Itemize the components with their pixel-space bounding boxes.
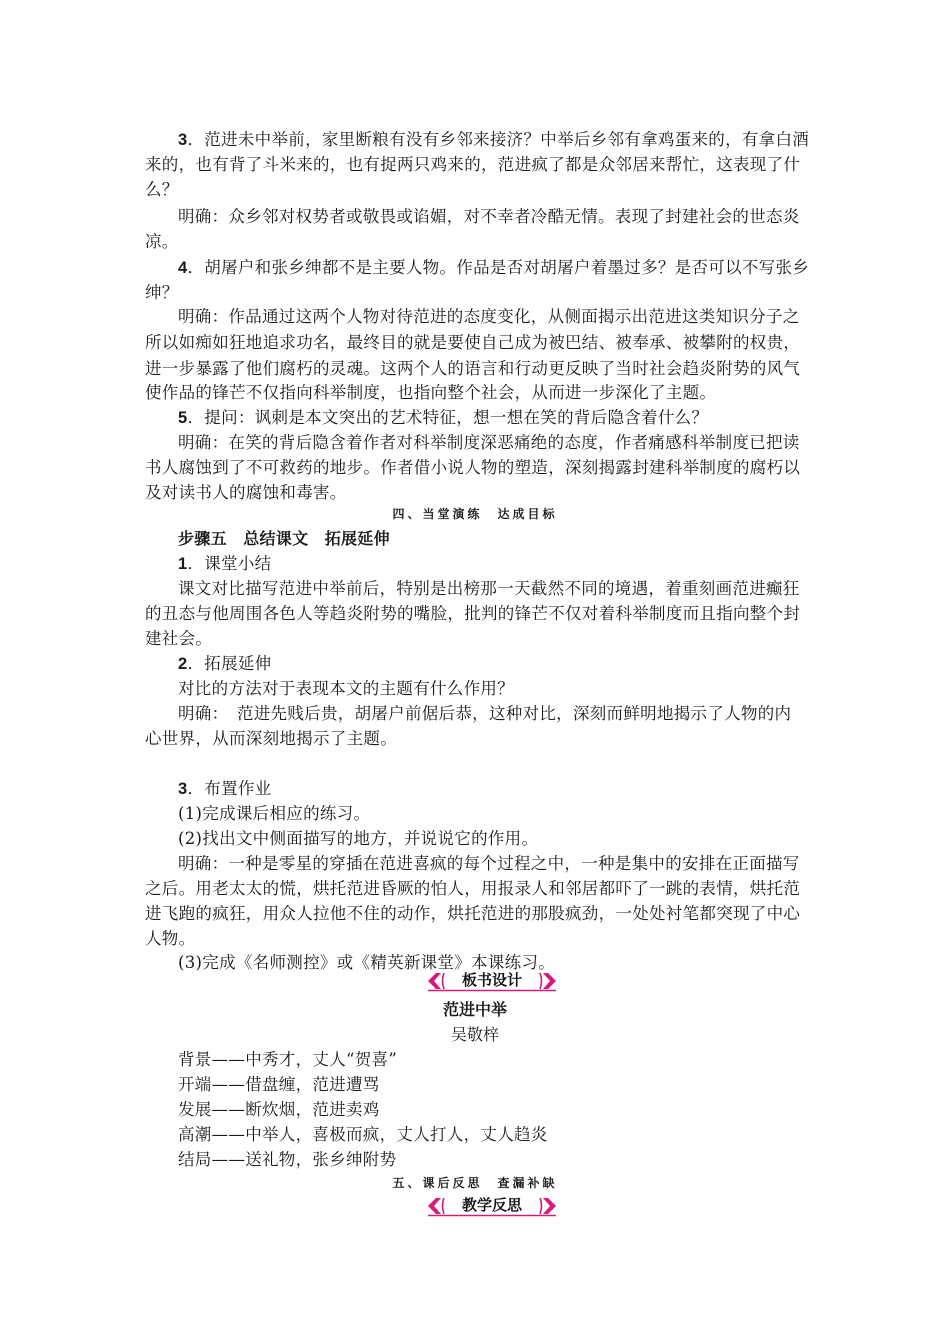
- banner-board-design: [424, 970, 560, 990]
- homework-item-1: (1)完成课后相应的练习。: [178, 804, 371, 823]
- banner-teaching-reflection: [424, 1195, 560, 1215]
- q5-line-1: 5．提问：讽刺是本文突出的艺术特征，想一想在笑的背后隐含着什么？: [178, 408, 709, 427]
- homework-item-2: (2)找出文中侧面描写的地方，并说说它的作用。: [178, 829, 539, 848]
- q4-answer-1: 明确：作品通过这两个人物对待范进的态度变化，从侧面揭示出范进这类知识分子之: [178, 307, 800, 326]
- homework-title: 3．布置作业: [178, 779, 272, 798]
- homework-answer-2: 之后。用老太太的慌，烘托范进昏厥的怕人，用报录人和邻居都吓了一跳的表情，烘托范: [145, 879, 801, 898]
- extend-question: 对比的方法对于表现本文的主题有什么作用？: [178, 679, 514, 698]
- summary-line-3: 建社会。: [145, 629, 213, 648]
- banner-teaching-reflection-text: 教学反思: [461, 1196, 522, 1214]
- extend-answer-1: 明确： 范进先贱后贵，胡屠户前倨后恭，这种对比，深刻而鲜明地揭示了人物的内: [178, 704, 792, 723]
- board-row-development: 发展——断炊烟，范进卖鸡: [178, 1100, 380, 1119]
- homework-item-3: (3)完成《名师测控》或《精英新课堂》本课练习。: [178, 953, 556, 972]
- q4-answer-4: 使作品的锋芒不仅指向科举制度，也指向整个社会，从而进一步深化了主题。: [145, 383, 717, 402]
- board-row-climax: 高潮——中举人，喜极而疯，丈人打人，丈人趋炎: [178, 1125, 548, 1144]
- board-row-beginning: 开端——借盘缠，范进遭骂: [178, 1075, 380, 1094]
- board-row-ending: 结局——送礼物，张乡绅附势: [178, 1150, 397, 1169]
- homework-answer-3: 进飞跑的疯狂，用众人拉他不住的动作，烘托范进的那股疯劲，一处处衬笔都突现了中心: [145, 904, 801, 923]
- summary-line-2: 的丑态与他周围各色人等趋炎附势的嘴脸，批判的锋芒不仅对着科举制度而且指向整个封: [145, 604, 801, 623]
- q3-number: 3: [178, 131, 188, 149]
- q4-line-2: 绅？: [145, 283, 179, 302]
- banner-board-design-text: 板书设计: [461, 971, 522, 989]
- board-row-background: 背景——中秀才，丈人“贺喜”: [178, 1050, 398, 1069]
- homework-answer-1: 明确：一种是零星的穿插在范进喜疯的每个过程之中，一种是集中的安排在正面描写: [178, 854, 800, 873]
- q4-line-1: 4．胡屠户和张乡绅都不是主要人物。作品是否对胡屠户着墨过多？是否可以不写张乡: [178, 258, 810, 277]
- q3-line-2: 来的，也有背了斗米来的，也有捉两只鸡来的，范进疯了都是众邻居来帮忙，这表现了什: [145, 155, 801, 174]
- q4-answer-2: 所以如痴如狂地追求功名，最终目的就是要使自己成为被巴结、被奉承、被攀附的权贵，: [145, 333, 801, 352]
- q3-answer-1: 明确：众乡邻对权势者或敬畏或谄媚，对不幸者冷酷无情。表现了封建社会的世态炎: [178, 207, 800, 226]
- q5-answer-3: 及对读书人的腐蚀和毒害。: [145, 483, 347, 502]
- extend-title: 2．拓展延伸: [178, 654, 272, 673]
- q3-line-1: 3．范进未中举前，家里断粮有没有乡邻来接济？中举后乡邻有拿鸡蛋来的，有拿白酒: [178, 130, 810, 149]
- homework-answer-4: 人物。: [145, 929, 196, 948]
- q4-answer-3: 进一步暴露了他们腐朽的灵魂。这两个人的语言和行动更反映了当时社会趋炎附势的风气: [145, 359, 801, 378]
- board-title: 范进中举: [442, 1000, 507, 1019]
- q5-answer-1: 明确：在笑的背后隐含着作者对科举制度深恶痛绝的态度，作者痛感科举制度已把读: [178, 433, 800, 452]
- extend-answer-2: 心世界，从而深刻地揭示了主题。: [145, 729, 397, 748]
- q5-number: 5: [178, 409, 188, 427]
- summary-title: 1．课堂小结: [178, 554, 272, 573]
- step5-heading: 步骤五 总结课文 拓展延伸: [178, 529, 390, 548]
- q3-answer-2: 凉。: [145, 232, 179, 251]
- section-heading-5: 五、课后反思 查漏补缺: [392, 1176, 558, 1190]
- board-author: 吴敬梓: [450, 1025, 499, 1044]
- summary-line-1: 课文对比描写范进中举前后，特别是出榜那一天截然不同的境遇，着重刻画范进癫狂: [178, 579, 800, 598]
- q4-number: 4: [178, 259, 188, 277]
- q5-answer-2: 书人腐蚀到了不可救药的地步。作者借小说人物的塑造，深刻揭露封建科举制度的腐朽以: [145, 458, 801, 477]
- section-heading-4: 四、当堂演练 达成目标: [392, 507, 558, 521]
- q3-line-3: 么？: [145, 180, 179, 199]
